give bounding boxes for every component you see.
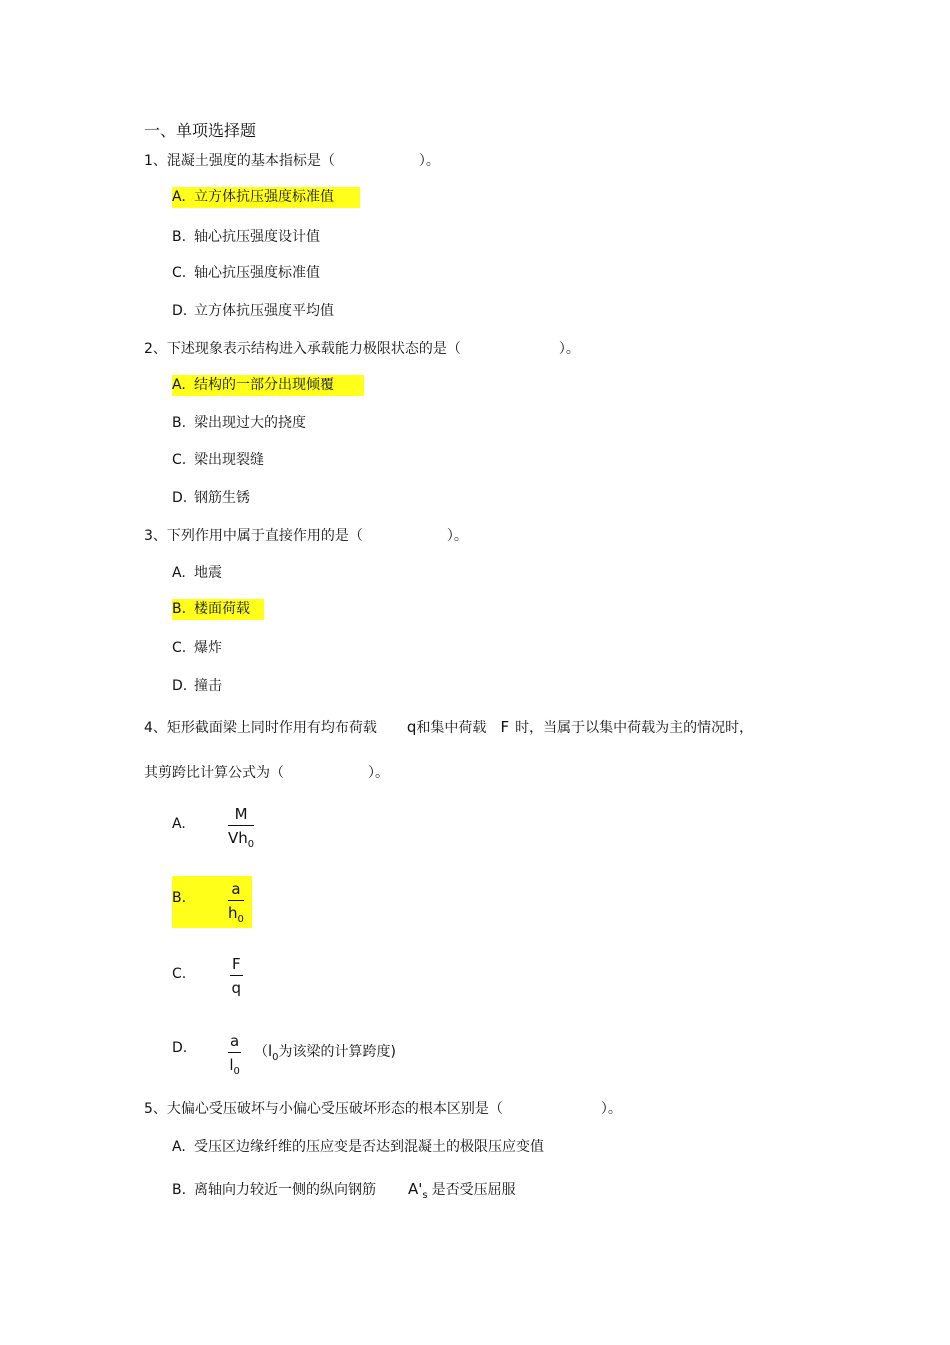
option-text: 受压区边缘纤维的压应变是否达到混凝土的极限压应变值 xyxy=(194,1139,544,1155)
option-text: 轴心抗压强度标准值 xyxy=(194,265,320,281)
question-4-option-c-letter[interactable]: C. xyxy=(172,966,187,982)
question-4-stem xyxy=(144,717,753,737)
variable-as-prime: $A'_s$ xyxy=(408,1180,428,1201)
question-4-option-b-letter[interactable]: B. xyxy=(172,890,187,906)
option-text-after: 是否受压屈服 xyxy=(431,1182,516,1198)
question-1-option-b[interactable] xyxy=(172,226,320,246)
formula-numerator: F xyxy=(230,955,243,976)
option-text: 地震 xyxy=(194,565,222,581)
formula-denominator: $h_0$ xyxy=(228,904,244,925)
stem-text: 4、矩形截面梁上同时作用有均布荷载 xyxy=(144,720,377,736)
option-letter: B. xyxy=(172,1182,187,1198)
option-text: 撞击 xyxy=(194,678,222,694)
formula-numerator: a xyxy=(228,1032,241,1053)
option-text: 梁出现裂缝 xyxy=(194,452,264,468)
option-letter: C. xyxy=(172,640,187,656)
option-text: 梁出现过大的挠度 xyxy=(194,415,306,431)
question-3-option-a[interactable] xyxy=(172,562,222,582)
question-1-option-a[interactable] xyxy=(172,187,360,208)
option-letter: B. xyxy=(172,229,187,245)
question-4-stem-line2: 其剪跨比计算公式为（ ）。 xyxy=(144,765,389,781)
section-title: 一、单项选择题 xyxy=(144,121,257,140)
variable-q: q xyxy=(406,718,417,736)
question-3-stem: 3、下列作用中属于直接作用的是（ ）。 xyxy=(144,528,468,544)
question-4-option-d-letter[interactable]: D. xyxy=(172,1040,188,1056)
option-letter: D. xyxy=(172,490,188,506)
formula-a-over-h0 xyxy=(228,880,244,925)
option-letter: A. xyxy=(172,1139,186,1155)
question-3-option-b[interactable] xyxy=(172,599,264,620)
question-2-stem: 2、下述现象表示结构进入承载能力极限状态的是（ ）。 xyxy=(144,341,580,357)
question-4-option-a-letter[interactable]: A. xyxy=(172,816,186,832)
formula-numerator: a xyxy=(228,880,244,901)
formula-a-over-l0 xyxy=(228,1032,241,1077)
option-letter: A. xyxy=(172,189,186,205)
question-5-stem: 5、大偏心受压破坏与小偏心受压破坏形态的根本区别是（ ）。 xyxy=(144,1101,622,1117)
question-3-option-c[interactable] xyxy=(172,637,222,657)
formula-denominator: $l_0$ xyxy=(229,1056,240,1077)
formula-m-over-vh0 xyxy=(228,805,254,850)
formula-numerator: M xyxy=(228,805,254,826)
option-text: 离轴向力较近一侧的纵向钢筋 xyxy=(194,1182,376,1198)
option-letter: D. xyxy=(172,678,188,694)
option-letter: B. xyxy=(172,601,187,617)
question-3-option-d[interactable] xyxy=(172,675,222,695)
option-letter: C. xyxy=(172,452,187,468)
option-text: 立方体抗压强度标准值 xyxy=(194,189,334,205)
option-letter: A. xyxy=(172,377,186,393)
option-text: 楼面荷载 xyxy=(194,601,250,617)
option-letter: B. xyxy=(172,415,187,431)
option-letter: D. xyxy=(172,303,188,319)
formula-denominator: $Vh_0$ xyxy=(228,829,255,850)
stem-text: 和集中荷载 xyxy=(416,720,487,736)
option-text: 爆炸 xyxy=(194,640,222,656)
question-5-option-a[interactable] xyxy=(172,1136,544,1156)
variable-F: F xyxy=(500,718,510,736)
option-letter: A. xyxy=(172,565,186,581)
question-2-option-d[interactable] xyxy=(172,487,250,507)
formula-f-over-q xyxy=(230,955,243,997)
stem-text: 时，当属于以集中荷载为主的情况时， xyxy=(515,720,754,736)
option-text: 立方体抗压强度平均值 xyxy=(194,303,334,319)
option-letter: C. xyxy=(172,265,187,281)
question-2-option-a[interactable] xyxy=(172,375,364,396)
question-2-option-c[interactable] xyxy=(172,449,264,469)
option-text: 钢筋生锈 xyxy=(194,490,250,506)
option-text: 结构的一部分出现倾覆 xyxy=(194,377,334,393)
question-5-option-b[interactable] xyxy=(172,1179,516,1201)
question-4-option-d-note: （$l_0$为该梁的计算跨度) xyxy=(254,1042,397,1063)
question-1-option-c[interactable] xyxy=(172,262,320,282)
formula-denominator: q xyxy=(231,979,242,997)
question-2-option-b[interactable] xyxy=(172,412,306,432)
question-1-stem: 1、混凝土强度的基本指标是（ ）。 xyxy=(144,153,440,169)
option-text: 轴心抗压强度设计值 xyxy=(194,229,320,245)
question-1-option-d[interactable] xyxy=(172,300,334,320)
